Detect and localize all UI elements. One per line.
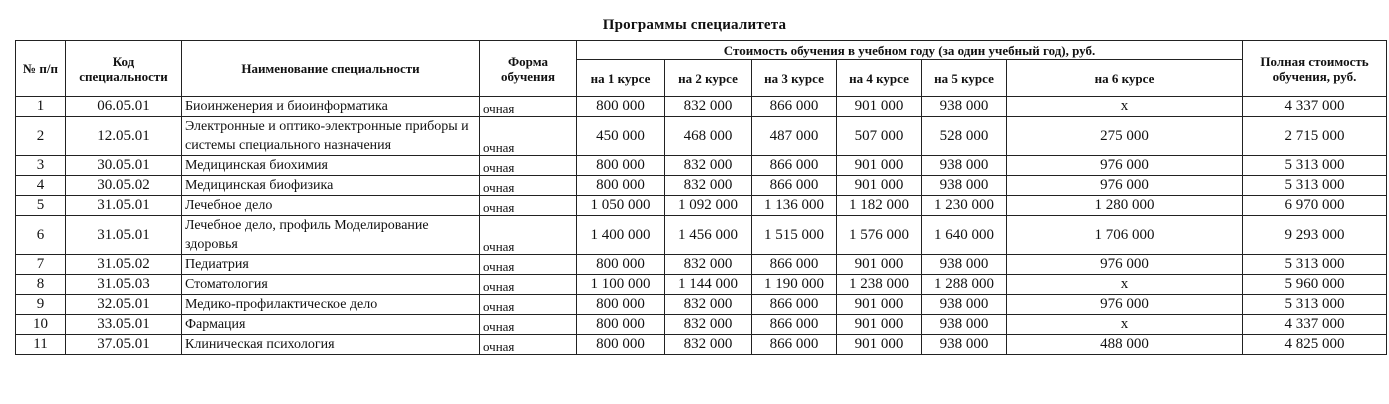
cell-form: очная	[480, 117, 577, 156]
cell-year6: 1 280 000	[1007, 196, 1243, 216]
cell-year6: 1 706 000	[1007, 216, 1243, 255]
cell-form: очная	[480, 255, 577, 275]
table-row	[16, 196, 1387, 216]
cell-form: очная	[480, 315, 577, 335]
header-row	[16, 41, 1387, 60]
cell-form: очная	[480, 97, 577, 117]
cell-year3: 866 000	[752, 97, 837, 117]
cell-year2: 1 092 000	[665, 196, 752, 216]
cell-code: 31.05.03	[66, 275, 182, 295]
cell-year3: 866 000	[752, 255, 837, 275]
cell-year1: 800 000	[577, 335, 665, 355]
cell-year2: 832 000	[665, 315, 752, 335]
cell-form: очная	[480, 275, 577, 295]
cell-year2: 832 000	[665, 97, 752, 117]
cell-year1: 1 100 000	[577, 275, 665, 295]
cell-year3: 1 515 000	[752, 216, 837, 255]
col-header-num: № п/п	[16, 41, 66, 97]
cell-num: 7	[16, 255, 66, 275]
cell-year5: 1 230 000	[922, 196, 1007, 216]
cell-year5: 938 000	[922, 295, 1007, 315]
cell-total: 5 313 000	[1243, 295, 1387, 315]
cell-name: Электронные и оптико-электронные приборы и системы специального назначения	[182, 117, 480, 156]
cell-year1: 450 000	[577, 117, 665, 156]
cell-code: 12.05.01	[66, 117, 182, 156]
cell-year2: 832 000	[665, 176, 752, 196]
cell-total: 9 293 000	[1243, 216, 1387, 255]
tuition-table	[15, 40, 1387, 355]
cell-year5: 938 000	[922, 335, 1007, 355]
cell-year5: 1 288 000	[922, 275, 1007, 295]
table-row	[16, 275, 1387, 295]
table-row	[16, 216, 1387, 255]
cell-code: 37.05.01	[66, 335, 182, 355]
cell-year1: 800 000	[577, 315, 665, 335]
cell-name: Биоинженерия и биоинформатика	[182, 97, 480, 117]
cell-num: 1	[16, 97, 66, 117]
cell-total: 5 960 000	[1243, 275, 1387, 295]
cell-year6: 976 000	[1007, 156, 1243, 176]
cell-year6: 275 000	[1007, 117, 1243, 156]
cell-num: 5	[16, 196, 66, 216]
col-header-year1: на 1 курсе	[577, 60, 665, 97]
cell-name: Клиническая психология	[182, 335, 480, 355]
cell-year3: 866 000	[752, 156, 837, 176]
cell-year4: 901 000	[837, 315, 922, 335]
cell-total: 5 313 000	[1243, 176, 1387, 196]
cell-year2: 468 000	[665, 117, 752, 156]
cell-year1: 800 000	[577, 97, 665, 117]
cell-year4: 901 000	[837, 335, 922, 355]
cell-num: 10	[16, 315, 66, 335]
cell-year3: 866 000	[752, 335, 837, 355]
cell-name: Фармация	[182, 315, 480, 335]
cell-year2: 832 000	[665, 295, 752, 315]
cell-name: Стоматология	[182, 275, 480, 295]
col-header-cost-group: Стоимость обучения в учебном году (за один учебный год), руб.	[577, 41, 1243, 60]
cell-num: 8	[16, 275, 66, 295]
cell-year6: x	[1007, 315, 1243, 335]
table-row	[16, 295, 1387, 315]
cell-total: 5 313 000	[1243, 255, 1387, 275]
cell-year3: 1 190 000	[752, 275, 837, 295]
col-header-code: Код специальности	[66, 41, 182, 97]
cell-total: 4 825 000	[1243, 335, 1387, 355]
cell-code: 31.05.02	[66, 255, 182, 275]
cell-year5: 938 000	[922, 176, 1007, 196]
cell-total: 5 313 000	[1243, 156, 1387, 176]
table-row	[16, 117, 1387, 156]
cell-name: Медицинская биофизика	[182, 176, 480, 196]
page-title: Программы специалитета	[602, 17, 787, 33]
cell-year2: 832 000	[665, 255, 752, 275]
table-row	[16, 97, 1387, 117]
cell-year4: 901 000	[837, 156, 922, 176]
cell-num: 2	[16, 117, 66, 156]
cell-form: очная	[480, 335, 577, 355]
col-header-year2: на 2 курсе	[665, 60, 752, 97]
cell-year4: 901 000	[837, 295, 922, 315]
table-row	[16, 176, 1387, 196]
cell-total: 4 337 000	[1243, 97, 1387, 117]
cell-year6: x	[1007, 275, 1243, 295]
cell-year6: 976 000	[1007, 255, 1243, 275]
cell-year4: 901 000	[837, 176, 922, 196]
cell-num: 4	[16, 176, 66, 196]
cell-year5: 528 000	[922, 117, 1007, 156]
cell-year4: 1 182 000	[837, 196, 922, 216]
cell-year2: 1 144 000	[665, 275, 752, 295]
cell-year1: 1 400 000	[577, 216, 665, 255]
cell-code: 06.05.01	[66, 97, 182, 117]
cell-code: 33.05.01	[66, 315, 182, 335]
cell-year4: 507 000	[837, 117, 922, 156]
cell-num: 9	[16, 295, 66, 315]
cell-year4: 1 238 000	[837, 275, 922, 295]
cell-total: 4 337 000	[1243, 315, 1387, 335]
cell-year4: 901 000	[837, 97, 922, 117]
col-header-year5: на 5 курсе	[922, 60, 1007, 97]
cell-name: Медицинская биохимия	[182, 156, 480, 176]
cell-year2: 1 456 000	[665, 216, 752, 255]
col-header-total: Полная стоимость обучения, руб.	[1243, 41, 1387, 97]
cell-year5: 938 000	[922, 315, 1007, 335]
cell-year1: 800 000	[577, 255, 665, 275]
cell-year1: 1 050 000	[577, 196, 665, 216]
cell-year4: 1 576 000	[837, 216, 922, 255]
cell-year2: 832 000	[665, 156, 752, 176]
cell-code: 31.05.01	[66, 216, 182, 255]
cell-name: Педиатрия	[182, 255, 480, 275]
cell-year3: 487 000	[752, 117, 837, 156]
cell-year6: 976 000	[1007, 176, 1243, 196]
cell-year1: 800 000	[577, 156, 665, 176]
col-header-year4: на 4 курсе	[837, 60, 922, 97]
cell-year1: 800 000	[577, 176, 665, 196]
cell-code: 32.05.01	[66, 295, 182, 315]
cell-code: 30.05.02	[66, 176, 182, 196]
cell-year3: 1 136 000	[752, 196, 837, 216]
cell-form: очная	[480, 216, 577, 255]
table-row	[16, 315, 1387, 335]
cell-name: Медико-профилактическое дело	[182, 295, 480, 315]
cell-year5: 938 000	[922, 255, 1007, 275]
cell-year5: 938 000	[922, 156, 1007, 176]
cell-total: 2 715 000	[1243, 117, 1387, 156]
cell-form: очная	[480, 295, 577, 315]
table-row	[16, 255, 1387, 275]
cell-code: 31.05.01	[66, 196, 182, 216]
cell-form: очная	[480, 176, 577, 196]
table-row	[16, 335, 1387, 355]
col-header-year3: на 3 курсе	[752, 60, 837, 97]
cell-year6: 976 000	[1007, 295, 1243, 315]
cell-form: очная	[480, 196, 577, 216]
col-header-form: Форма обучения	[480, 41, 577, 97]
cell-year3: 866 000	[752, 176, 837, 196]
cell-year6: x	[1007, 97, 1243, 117]
cell-year3: 866 000	[752, 315, 837, 335]
cell-year1: 800 000	[577, 295, 665, 315]
cell-year5: 1 640 000	[922, 216, 1007, 255]
cell-year3: 866 000	[752, 295, 837, 315]
cell-num: 6	[16, 216, 66, 255]
cell-num: 11	[16, 335, 66, 355]
cell-name: Лечебное дело, профиль Моделирование здоровья	[182, 216, 480, 255]
cell-form: очная	[480, 156, 577, 176]
cell-num: 3	[16, 156, 66, 176]
cell-total: 6 970 000	[1243, 196, 1387, 216]
cell-year4: 901 000	[837, 255, 922, 275]
col-header-name: Наименование специальности	[182, 41, 480, 97]
cell-year6: 488 000	[1007, 335, 1243, 355]
cell-code: 30.05.01	[66, 156, 182, 176]
table-row	[16, 156, 1387, 176]
col-header-year6: на 6 курсе	[1007, 60, 1243, 97]
cell-year2: 832 000	[665, 335, 752, 355]
cell-year5: 938 000	[922, 97, 1007, 117]
cell-name: Лечебное дело	[182, 196, 480, 216]
